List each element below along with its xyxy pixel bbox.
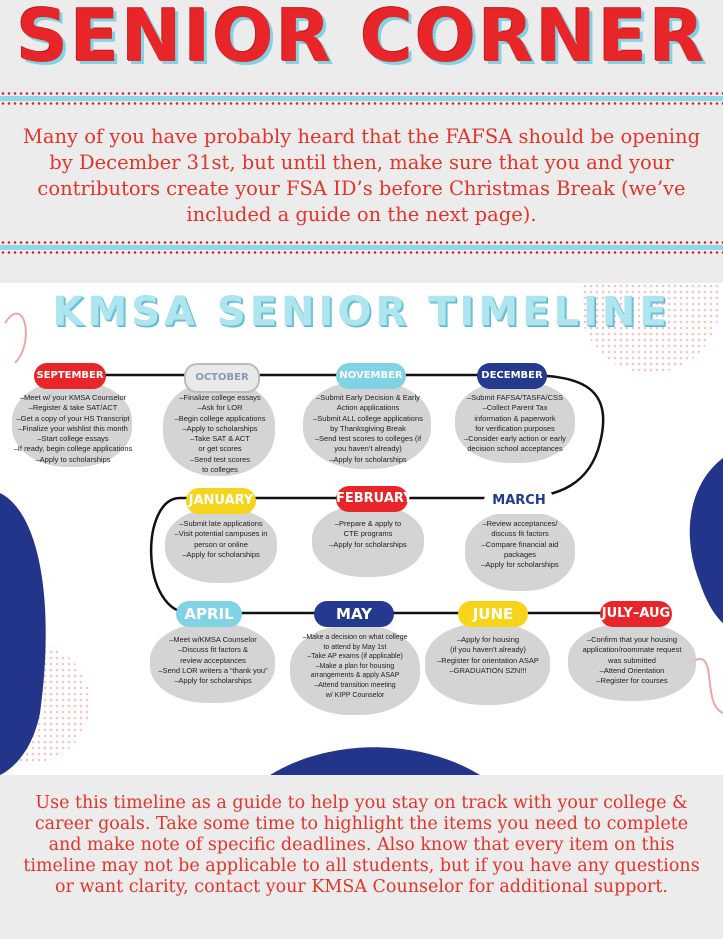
month-items-november [303,393,433,465]
timeline-item: –Apply for scholarships [174,676,252,686]
month-label-may: MAY [314,601,394,627]
timeline-item: –Attend transition meeting [314,681,396,689]
page-header [0,0,723,92]
timeline-item: –Start college essays [37,434,109,444]
timeline-item: –GRADUATION SZN!!! [449,665,527,675]
timeline-item: –Discuss fit factors & [177,645,249,655]
timeline-item: –Take SAT & ACT [190,434,250,444]
timeline-panel [0,283,723,775]
month-label-march: MARCH [484,488,554,514]
timeline-item: –Begin college applications [174,413,266,423]
month-label-december: DECEMBER [477,363,547,389]
timeline-item: –Compare financial aid [481,539,559,549]
timeline-item: –Submit late applications [179,519,263,528]
divider-stripe-bottom [0,241,723,251]
timeline-item: –Apply for scholarships [481,560,559,570]
timeline-item: –Finalize college essays [179,393,261,402]
timeline-item: –Visit potential campuses in [174,529,268,539]
timeline-item: –Attend Orientation [599,665,665,675]
timeline-item: –Confirm that your housing [586,635,678,644]
timeline-item: by Thanksgiving Break [330,423,406,433]
month-items-september [8,393,138,465]
timeline-item: –Apply for scholarships [329,539,407,549]
timeline-item: to attend by May 1st [323,643,387,651]
footer-paragraph: Use this timeline as a guide to help you stay on track with your college & career goals. Take some time to highlight the items you need to complete and make note of specific deadlines. Also know that every item on this timeline may not be applicable to all students, but if you have any questions or want clarity, contact your KMSA Counselor for additional support. [23,793,700,897]
month-items-january [162,519,280,560]
timeline-item: –Apply to scholarships [35,454,111,464]
timeline-item: Action applications [336,403,400,413]
timeline-item: –Send test scores [189,454,251,464]
timeline-item: –Send test scores to colleges (if [314,434,422,444]
timeline-item: discuss fit factors [491,529,549,539]
timeline-item: –Meet w/ your KMSA Counselor [19,393,127,402]
timeline-item: –Collect Parent Tax [482,403,548,413]
timeline-item: application/roommate request [582,645,682,655]
timeline-item: –Apply for scholarships [182,549,260,559]
timeline-item: to colleges [202,465,238,475]
month-label-october: OCTOBER [184,363,260,393]
timeline-item: –Register for orientation ASAP [437,655,539,665]
timeline-item: –Apply to scholarships [182,423,258,433]
month-label-september: SEPTEMBER [34,363,106,389]
timeline-item: review acceptances [180,655,246,665]
timeline-item: was submitted [608,655,656,665]
month-label-june: JUNE [458,601,528,627]
timeline-item: –Apply for scholarships [329,454,407,464]
month-label-january: JANUARY [186,488,256,514]
month-items-july-aug [568,635,696,686]
timeline-item: –Prepare & apply to [334,519,402,528]
month-items-october [160,393,280,475]
divider-stripe-top [0,92,723,102]
month-items-march [462,519,578,570]
timeline-item: for verification purposes [475,423,555,433]
page-title: SENIOR CORNER [16,0,707,78]
timeline-item: –Apply for housing [456,635,520,644]
footer-text-block [0,793,723,939]
timeline-item: –Review acceptances/ [482,519,558,528]
month-items-june [425,635,551,676]
timeline-item: –Submit FAFSA/TASFA/CSS [466,393,564,402]
timeline-item: w/ KIPP Counselor [325,691,385,699]
month-items-february [310,519,426,550]
intro-paragraph: Many of you have probably heard that the FAFSA should be opening by December 31st, but until then, make sure that you and your contributors create your FSA ID’s before Christmas Break (we’ve included a guide on the next page). [22,125,701,226]
timeline-item: –Make a decision on what college [302,634,408,641]
timeline-item: –If ready, begin college applications [13,444,133,454]
timeline-item: arrangements & apply ASAP [310,672,400,680]
timeline-item: packages [503,549,537,559]
month-label-april: APRIL [176,601,242,627]
month-items-april [148,635,278,686]
timeline-item: or get scores [198,444,242,454]
timeline-item: –Finalize your wishlist this month [18,423,128,433]
timeline-title: KMSA SENIOR TIMELINE [52,289,671,335]
timeline-item: –Make a plan for housing [315,662,395,670]
timeline-item: CTE programs [343,529,393,539]
month-label-july-aug: JULY–AUG [600,601,672,627]
timeline-item: person or online [194,539,248,549]
timeline-item: –Send LOR writers a “thank you” [158,665,268,675]
timeline-item: –Register for courses [596,676,668,686]
month-label-february: FEBRUARY [336,486,408,512]
intro-text-block [0,118,723,242]
timeline-item: –Meet w/KMSA Counselor [169,635,257,644]
timeline-item: information & paperwork [474,413,556,423]
timeline-item: –Register & take SAT/ACT [28,403,118,413]
timeline-item: –Take AP exams (if applicable) [307,653,403,661]
timeline-item: –Consider early action or early [464,434,566,444]
month-items-may [290,633,420,700]
month-items-december [452,393,578,455]
timeline-item: (if you haven’t already) [450,645,526,655]
month-label-november: NOVEMBER [336,363,406,389]
timeline-item: decision school acceptances [467,444,563,454]
timeline-item: –Ask for LOR [197,403,243,413]
timeline-item: –Submit Early Decision & Early [316,393,420,402]
timeline-item: –Submit ALL college applications [313,413,423,423]
timeline-item: –Get a copy of your HS Transcript [16,413,130,423]
timeline-item: you haven’t already) [334,444,402,454]
